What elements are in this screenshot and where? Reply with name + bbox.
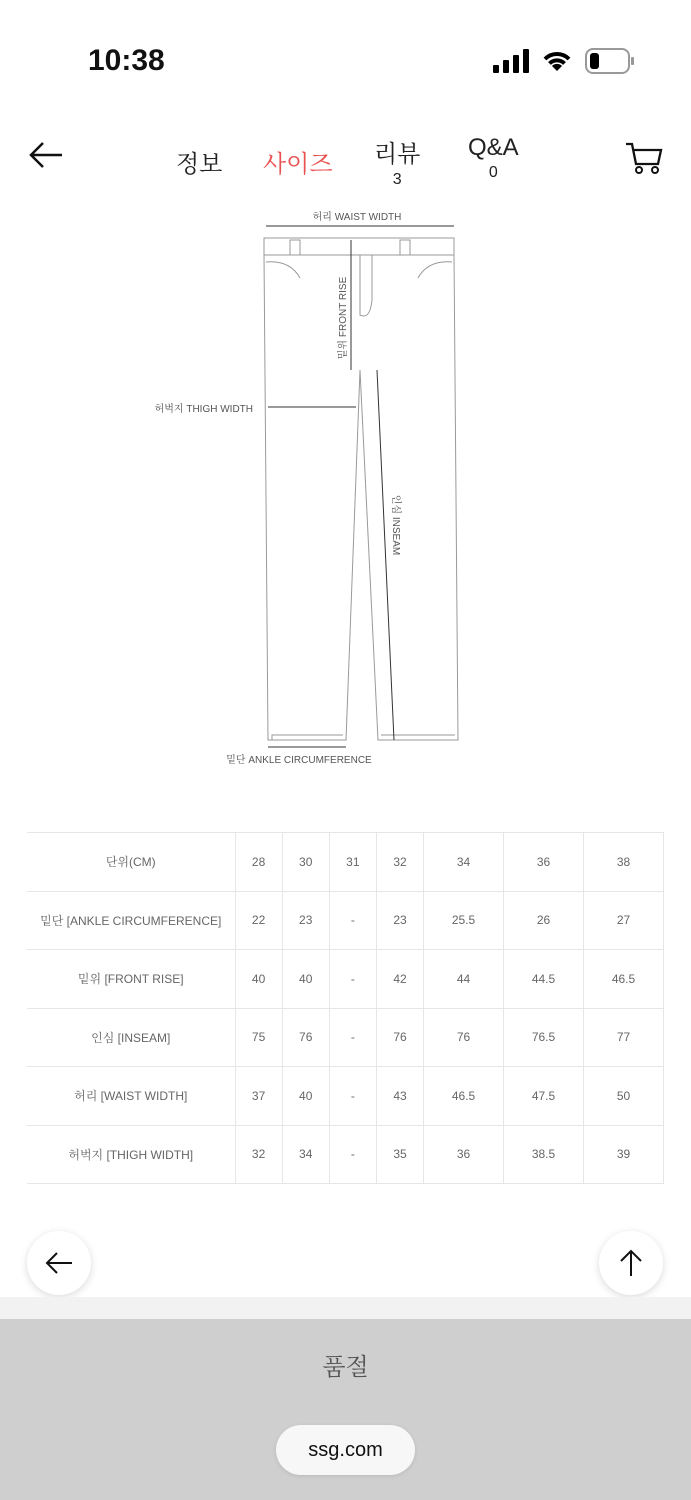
size-cell: 34	[424, 833, 504, 892]
sold-out-label: 품절	[322, 1354, 369, 1381]
row-label: 단위(CM)	[27, 833, 235, 892]
size-cell: 44	[424, 950, 504, 1009]
size-cell: 75	[235, 1008, 282, 1067]
size-cell: 40	[282, 950, 329, 1009]
size-cell: 27	[584, 891, 664, 950]
size-cell: 76	[424, 1008, 504, 1067]
tab-info[interactable]	[176, 144, 222, 179]
clock: 10:38	[88, 44, 165, 77]
size-cell: 46.5	[584, 950, 664, 1009]
row-label: 허벅지 [THIGH WIDTH]	[27, 1125, 235, 1184]
qna-count: 0	[488, 164, 498, 181]
tab-size[interactable]	[263, 144, 333, 179]
review-count: 3	[392, 171, 402, 188]
sold-out-bar	[0, 1319, 691, 1500]
size-cell: 40	[235, 950, 282, 1009]
arrow-left-icon	[44, 1251, 74, 1275]
tab-label: 사이즈	[263, 151, 333, 178]
row-label: 허리 [WAIST WIDTH]	[27, 1067, 235, 1126]
site-url-pill[interactable]: ssg.com	[276, 1425, 415, 1475]
size-cell: 30	[282, 833, 329, 892]
divider	[0, 1297, 691, 1319]
size-cell: 32	[235, 1125, 282, 1184]
tab-label: 정보	[176, 151, 223, 178]
size-cell: 28	[235, 833, 282, 892]
arrow-up-icon	[619, 1248, 643, 1278]
size-cell: 43	[376, 1067, 423, 1126]
size-cell: -	[329, 1067, 376, 1126]
table-row	[27, 950, 664, 1009]
top-nav	[0, 120, 691, 190]
signal-icon	[493, 49, 529, 73]
size-cell: 50	[584, 1067, 664, 1126]
back-button[interactable]	[27, 1231, 91, 1295]
table-row	[27, 1067, 664, 1126]
size-cell: 76	[282, 1008, 329, 1067]
table-header-row	[27, 833, 664, 892]
size-cell: -	[329, 950, 376, 1009]
size-cell: 36	[504, 833, 584, 892]
row-label: 밑단 [ANKLE CIRCUMFERENCE]	[27, 891, 235, 950]
size-cell: 26	[504, 891, 584, 950]
row-label: 밑위 [FRONT RISE]	[27, 950, 235, 1009]
size-cell: 39	[584, 1125, 664, 1184]
size-cell: 23	[282, 891, 329, 950]
size-cell: 32	[376, 833, 423, 892]
size-cell: 76	[376, 1008, 423, 1067]
inseam-label: 인심 INSEAM	[390, 494, 401, 556]
wifi-icon	[541, 49, 573, 73]
size-cell: 44.5	[504, 950, 584, 1009]
table-row	[27, 1125, 664, 1184]
size-cell: -	[329, 1008, 376, 1067]
size-table	[27, 832, 664, 1184]
pants-size-diagram	[0, 200, 691, 780]
status-bar	[0, 0, 691, 100]
table-row	[27, 1008, 664, 1067]
size-cell: -	[329, 891, 376, 950]
tab-label: Q&A	[468, 134, 519, 161]
size-cell: 31	[329, 833, 376, 892]
battery-icon	[585, 48, 635, 74]
thigh-label: 허벅지 THIGH WIDTH	[154, 404, 253, 415]
size-cell: 46.5	[424, 1067, 504, 1126]
size-cell: 36	[424, 1125, 504, 1184]
tab-qna[interactable]	[468, 134, 519, 182]
tab-label: 리뷰	[374, 141, 421, 168]
back-arrow-icon[interactable]	[28, 140, 64, 170]
size-cell: 42	[376, 950, 423, 1009]
scroll-top-button[interactable]	[599, 1231, 663, 1295]
size-cell: 40	[282, 1067, 329, 1126]
size-cell: 23	[376, 891, 423, 950]
table-row	[27, 891, 664, 950]
waist-label: 허리 WAIST WIDTH	[312, 212, 402, 223]
cart-icon[interactable]	[624, 140, 664, 176]
size-cell: 22	[235, 891, 282, 950]
size-cell: 38.5	[504, 1125, 584, 1184]
size-cell: 76.5	[504, 1008, 584, 1067]
front-rise-label: 밑위 FRONT RISE	[338, 276, 349, 360]
size-cell: 35	[376, 1125, 423, 1184]
tab-review[interactable]	[374, 134, 420, 189]
row-label: 인심 [INSEAM]	[27, 1008, 235, 1067]
size-cell: 38	[584, 833, 664, 892]
size-cell: -	[329, 1125, 376, 1184]
size-cell: 47.5	[504, 1067, 584, 1126]
size-cell: 77	[584, 1008, 664, 1067]
size-cell: 34	[282, 1125, 329, 1184]
size-cell: 37	[235, 1067, 282, 1126]
ankle-label: 밑단 ANKLE CIRCUMFERENCE	[226, 755, 372, 766]
size-cell: 25.5	[424, 891, 504, 950]
